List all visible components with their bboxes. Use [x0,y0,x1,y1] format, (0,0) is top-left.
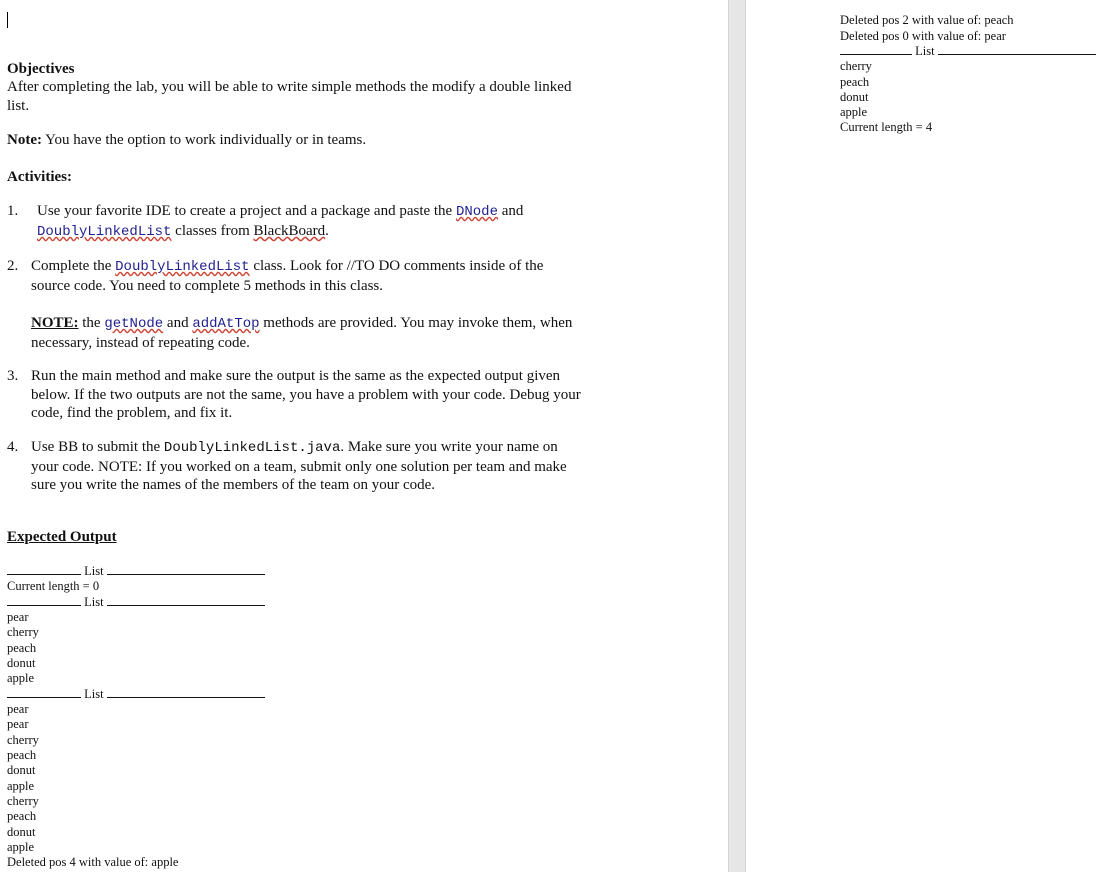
list-label: List [84,595,104,609]
item-4-text: Use BB to submit the [31,439,164,455]
output-line: Current length = 0 [7,579,100,593]
item-1-text-classes: classes from [171,223,254,239]
item-2-line1 [31,257,543,277]
objectives-text-line2: list. [7,98,30,114]
item-2-number: 2. [7,258,19,274]
list-separator-1 [7,564,265,579]
note2-text-rest: methods are provided. You may invoke them, when [259,315,573,331]
output-line: donut [7,763,36,777]
objectives-heading: Objectives [7,61,75,77]
list-separator-2 [7,595,265,610]
separator-rule-right [107,595,265,606]
addattop-code: addAtTop [192,316,260,332]
note2-text-and: and [163,315,193,331]
list-label: List [915,44,935,58]
item-1-line2 [37,222,329,242]
list-separator-3 [7,687,265,702]
item-2-text-rest: class. Look for //TO DO comments inside of the [249,258,544,274]
item-3-line2: below. If the two outputs are not the same, you have a problem with your code. Debug your [31,387,581,403]
item-1-period: . [325,223,329,239]
output-line: apple [7,779,35,793]
list-label: List [84,687,104,701]
doublylinkedlist-code: DoublyLinkedList [37,224,172,240]
output-line: Deleted pos 0 with value of: pear [840,29,1006,43]
note2-line1 [31,314,572,334]
item-1-line1 [37,202,523,222]
item-4-text-rest: . Make sure you write your name on [340,439,558,455]
output-line: Current length = 4 [840,120,933,134]
output-line: donut [840,90,869,104]
item-1-text: Use your favorite IDE to create a project and a package and paste the [37,203,456,219]
output-line: donut [7,825,36,839]
output-line: cherry [7,625,39,639]
right-page [746,0,1111,872]
note-label: Note: [7,132,42,148]
output-line: cherry [7,733,39,747]
output-line: Deleted pos 4 with value of: apple [7,855,179,869]
separator-rule-left [840,44,912,55]
blackboard-text: BlackBoard [253,223,326,239]
doublylinkedlist-java-code: DoublyLinkedList.java [163,440,341,456]
note2-line2: necessary, instead of repeating code. [31,335,250,351]
output-line: pear [7,610,29,624]
list-separator-4 [840,44,1096,59]
output-line: peach [840,75,870,89]
activities-heading: Activities: [7,169,72,185]
output-line: apple [840,105,868,119]
item-2-line2: source code. You need to complete 5 methods in this class. [31,278,384,294]
item-3-line1: Run the main method and make sure the output is the same as the expected output given [31,368,561,384]
output-line: peach [7,641,37,655]
item-4-line1 [31,438,558,458]
text-cursor [7,12,8,28]
item-1-text-and: and [497,203,524,219]
dnode-code: DNode [455,204,498,220]
output-line: Deleted pos 2 with value of: peach [840,13,1014,27]
output-line: apple [7,671,35,685]
output-line: pear [7,717,29,731]
getnode-code: getNode [104,316,164,332]
objectives-text-line1: After completing the lab, you will be able to write simple methods the modify a double linked [7,79,572,95]
note-paragraph [7,131,366,150]
item-2-text: Complete the [31,258,116,274]
separator-rule-right [938,44,1096,55]
output-line: pear [7,702,29,716]
list-label: List [84,564,104,578]
separator-rule-right [107,687,265,698]
separator-rule-left [7,564,81,575]
note2-text: the [78,315,105,331]
output-line: apple [7,840,35,854]
doublylinkedlist-code: DoublyLinkedList [115,259,250,275]
note-text: You have the option to work individually or in teams. [41,132,367,148]
note2-label: NOTE: [31,315,79,331]
separator-rule-left [7,687,81,698]
separator-rule-right [107,564,265,575]
item-4-line3: sure you write the names of the members of the team on your code. [31,477,436,493]
item-3-line3: code, find the problem, and fix it. [31,405,233,421]
page-gutter [728,0,746,872]
item-1-number: 1. [7,203,19,219]
item-4-number: 4. [7,439,19,455]
output-line: donut [7,656,36,670]
output-line: peach [7,748,37,762]
item-4-line2: your code. NOTE: If you worked on a team, submit only one solution per team and make [31,459,567,475]
expected-output-heading: Expected Output [7,529,117,545]
item-3-number: 3. [7,368,19,384]
separator-rule-left [7,595,81,606]
output-line: cherry [840,59,872,73]
output-line: peach [7,809,37,823]
output-line: cherry [7,794,39,808]
